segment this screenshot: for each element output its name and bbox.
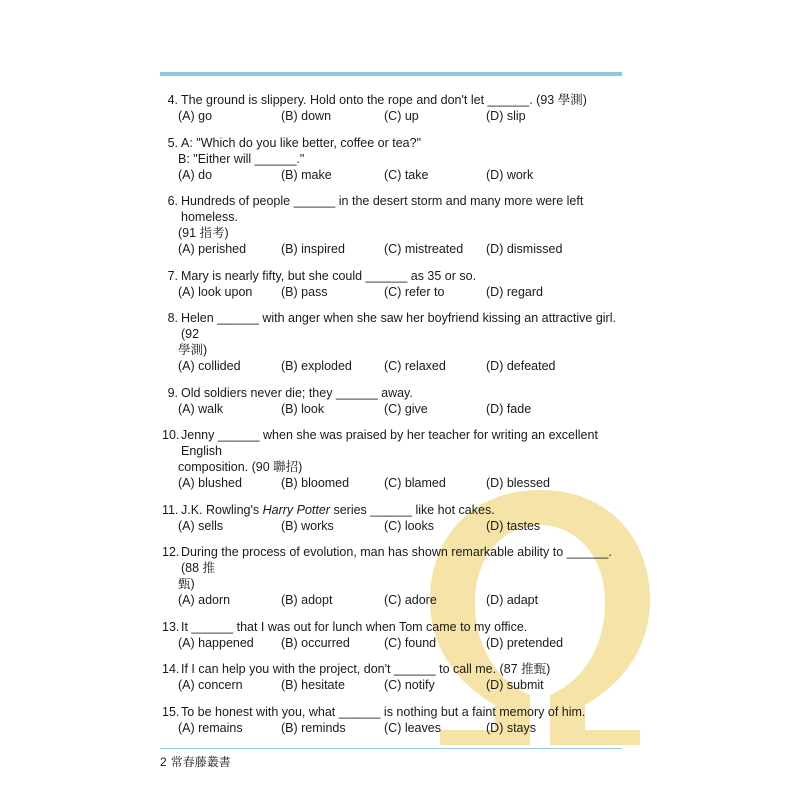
option-row [162,108,632,125]
option-c: (C) refer to [384,284,445,299]
stem-post: series ______ like hot cakes. [329,502,495,517]
question-number: 6. [167,194,178,208]
question-stem: Mary is nearly fifty, but she could ______ as 35 or so. [181,268,477,283]
question-9 [162,385,632,418]
question-number: 7. [167,268,178,283]
question-14 [162,661,632,694]
option-a: (A) remains [178,720,243,735]
option-c: (C) mistreated [384,242,464,256]
question-number: 11. [162,502,179,517]
option-c: (C) relaxed [384,359,446,373]
question-number: 12. [162,545,180,559]
question-stem: If I can help you with the project, don't ______ to call me. (87 推甄) [181,662,551,676]
question-stem: It ______ that I was out for lunch when Tom came to my office. [181,619,528,634]
question-stem: During the process of evolution, man has shown remarkable ability to ______. (88 推 [181,545,612,575]
option-b: (B) works [281,518,334,533]
option-d: (D) blessed [486,476,550,490]
option-a: (A) collided [178,359,241,373]
option-d: (D) adapt [486,593,539,607]
question-15 [162,704,632,737]
option-row [162,677,632,694]
option-row [162,518,632,535]
question-stem: Jenny ______ when she was praised by her teacher for writing an excellent English [181,428,598,458]
question-stem: Old soldiers never die; they ______ away. [181,385,413,400]
option-row [162,358,632,375]
question-4 [162,92,632,125]
question-7 [162,268,632,301]
question-list [162,92,632,746]
question-number: 8. [167,311,178,325]
question-stem-continued: 甄) [178,577,195,591]
question-8 [162,310,632,375]
option-b: (B) hesitate [281,678,345,692]
question-stem-continued: B: "Either will ______." [178,151,305,166]
question-number: 4. [167,93,178,107]
option-d: (D) tastes [486,518,541,533]
option-b: (B) exploded [281,359,352,373]
option-c: (C) give [384,401,428,416]
question-stem-continued: 學測) [178,343,208,357]
question-number: 9. [167,385,178,400]
option-c: (C) notify [384,678,435,692]
option-d: (D) stays [486,720,536,735]
question-stem-continued: composition. (90 聯招) [178,460,303,474]
option-a: (A) concern [178,678,243,692]
option-b: (B) look [281,401,325,416]
option-a: (A) happened [178,635,254,650]
option-a: (A) adorn [178,593,231,607]
option-d: (D) dismissed [486,242,563,256]
question-stem [178,502,632,518]
option-d: (D) fade [486,401,532,416]
option-c: (C) blamed [384,476,446,490]
option-c: (C) leaves [384,720,441,735]
option-c: (C) looks [384,518,435,533]
option-d: (D) pretended [486,635,564,650]
option-b: (B) occurred [281,635,350,650]
option-row [162,284,632,301]
question-stem: Hundreds of people ______ in the desert storm and many more were left homeless. [181,194,584,224]
option-row [162,401,632,418]
question-5 [162,135,632,184]
stem-pre: J.K. Rowling's [181,502,263,517]
option-a: (A) look upon [178,284,253,299]
option-b: (B) reminds [281,720,346,735]
question-stem: To be honest with you, what ______ is nothing but a faint memory of him. [181,704,586,719]
question-number: 5. [167,135,178,150]
question-number: 10. [162,428,180,442]
option-b: (B) bloomed [281,476,350,490]
option-b: (B) make [281,167,332,182]
question-13 [162,619,632,652]
footer-rule [160,748,622,749]
option-c: (C) found [384,635,437,650]
question-stem-continued: (91 指考) [178,226,229,240]
option-a: (A) walk [178,401,224,416]
option-a: (A) sells [178,518,224,533]
option-a: (A) blushed [178,476,242,490]
option-row [162,635,632,652]
option-row [162,720,632,737]
option-b: (B) down [281,109,332,123]
option-d: (D) defeated [486,359,556,373]
question-6 [162,193,632,258]
question-stem: Helen ______ with anger when she saw her boyfriend kissing an attractive girl. (92 [181,311,616,341]
option-d: (D) regard [486,284,543,299]
option-c: (C) adore [384,593,437,607]
header-rule [160,72,622,76]
book-title: Harry Potter [262,502,330,517]
option-row [162,167,632,184]
option-row [162,592,632,609]
question-10 [162,427,632,492]
question-11 [162,502,632,535]
option-c: (C) take [384,167,429,182]
option-d: (D) slip [486,109,526,123]
question-stem: The ground is slippery. Hold onto the rope and don't let ______. (93 學測) [181,93,587,107]
option-d: (D) work [486,167,534,182]
option-a: (A) do [178,167,213,182]
page-number: 2 [160,755,167,769]
page-footer [160,753,231,770]
question-stem: A: "Which do you like better, coffee or tea?" [181,135,422,150]
series-title: 常春藤叢書 [170,755,231,769]
option-b: (B) inspired [281,242,345,256]
option-b: (B) adopt [281,593,333,607]
question-number: 13. [162,619,180,634]
question-number: 15. [162,704,180,719]
question-12 [162,544,632,609]
option-d: (D) submit [486,678,544,692]
question-number: 14. [162,662,180,676]
option-b: (B) pass [281,284,328,299]
option-a: (A) go [178,109,213,123]
option-row [162,475,632,492]
option-c: (C) up [384,109,419,123]
option-row [162,241,632,258]
option-a: (A) perished [178,242,247,256]
